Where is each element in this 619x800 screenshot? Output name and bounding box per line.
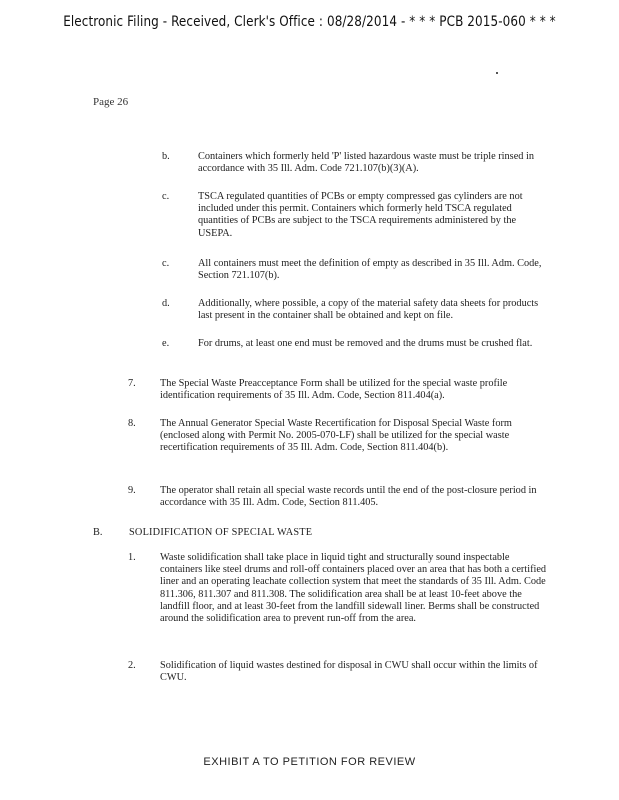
list-text: Additionally, where possible, a copy of the material safety data sheets for products last present in the container shall be obtained and kept on file.	[198, 298, 539, 322]
section-letter: B.	[93, 527, 103, 538]
list-text: The Annual Generator Special Waste Recertification for Disposal Special Waste form (enclosed along with Permit No. 2005-070-LF) shall be utilized for the special waste recertification requirements of 35 Ill. Adm. Code, Section 811.404(b).	[160, 418, 512, 454]
scan-artifact	[496, 72, 498, 74]
list-text: The Special Waste Preacceptance Form shall be utilized for the special waste profile identification requirements of 35 Ill. Adm. Code, Section 811.404(a).	[160, 378, 508, 402]
list-marker: 9.	[128, 485, 136, 496]
list-marker: 2.	[128, 660, 136, 671]
list-marker: c.	[162, 191, 170, 202]
list-marker: e.	[162, 338, 170, 349]
exhibit-footer: EXHIBIT A TO PETITION FOR REVIEW	[203, 756, 416, 768]
list-text: Containers which formerly held 'P' listed hazardous waste must be triple rinsed in accordance with 35 Ill. Adm. Code 721.107(b)(3)(A).	[198, 151, 534, 175]
list-text: All containers must meet the definition of empty as described in 35 Ill. Adm. Code, Section 721.107(b).	[198, 258, 542, 282]
list-marker: 7.	[128, 378, 136, 389]
list-text: Solidification of liquid wastes destined for disposal in CWU shall occur within the limits of CWU.	[160, 660, 538, 684]
section-title: SOLIDIFICATION OF SPECIAL WASTE	[129, 527, 313, 538]
page-number: Page 26	[93, 96, 129, 108]
list-marker: c.	[162, 258, 170, 269]
list-text: The operator shall retain all special waste records until the end of the post-closure period in accordance with 35 Ill. Adm. Code, Section 811.405.	[160, 485, 537, 509]
list-marker: 8.	[128, 418, 136, 429]
list-text: For drums, at least one end must be removed and the drums must be crushed flat.	[198, 338, 533, 349]
list-text: Waste solidification shall take place in liquid tight and structurally sound inspectable containers like steel drums and roll-off containers placed over an area that has both a certified liner and an operating leachate collection system that meet the standards of 35 Ill. Adm. Code 811.306, 811.307 and 811.308. The solidification area shall be at least 10-feet above the landfill floor, and at least 30-feet from the landfill sidewall liner. Berms shall be constructed around the solidification area to prevent run-off from the area.	[160, 552, 547, 625]
filing-stamp: Electronic Filing - Received, Clerk's Office : 08/28/2014 - * * * PCB 2015-060 * * *	[63, 14, 556, 30]
list-marker: b.	[162, 151, 170, 162]
list-marker: d.	[162, 298, 170, 309]
list-marker: 1.	[128, 552, 136, 563]
list-text: TSCA regulated quantities of PCBs or empty compressed gas cylinders are not included under this permit. Containers which formerly held TSCA regulated quantities of PCBs are subject to the TSCA requirements administered by the USEPA.	[198, 191, 523, 239]
